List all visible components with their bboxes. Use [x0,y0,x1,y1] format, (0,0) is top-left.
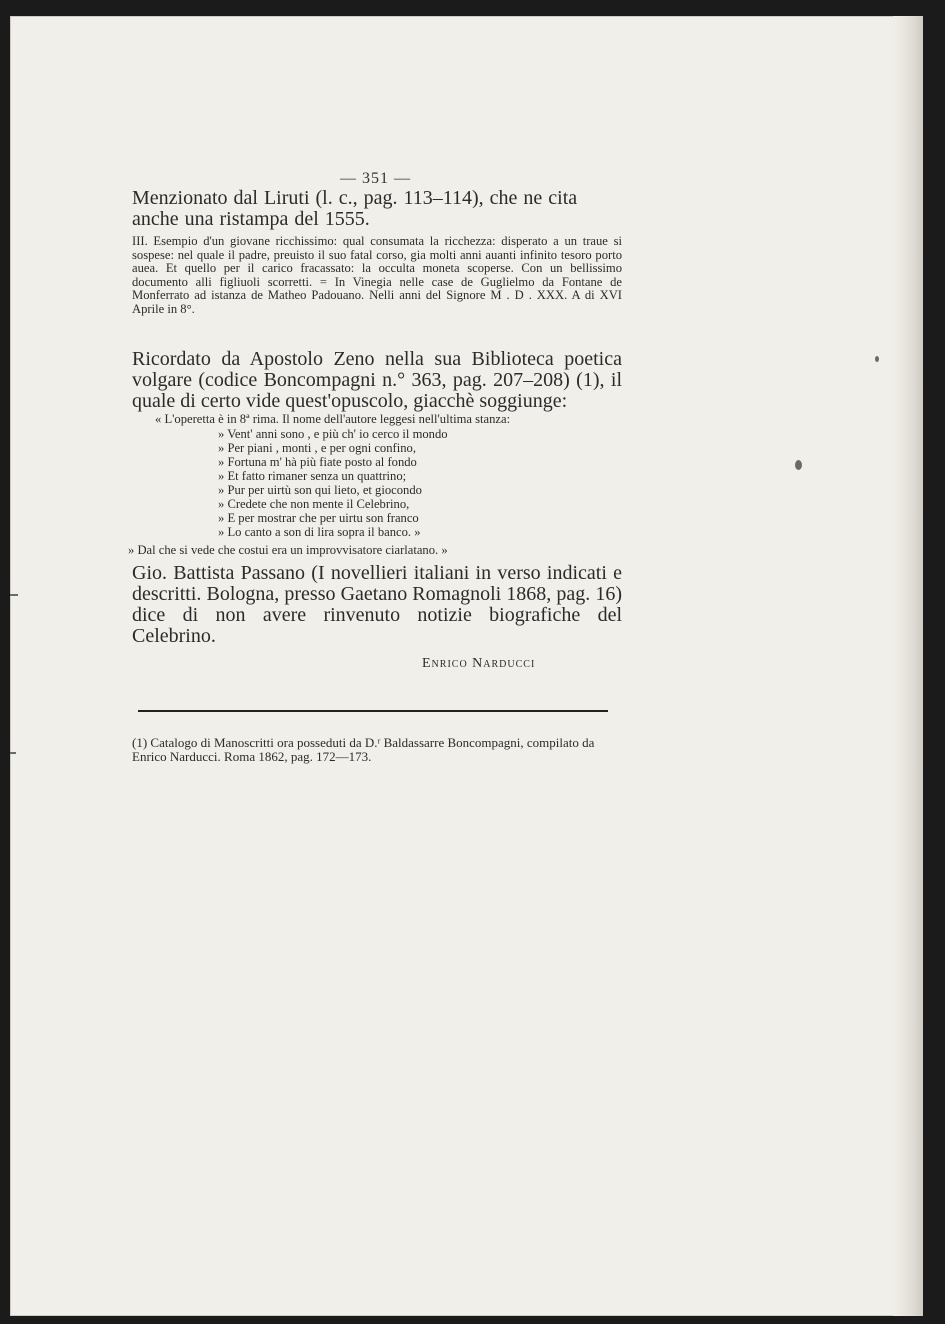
verse-line: » Vent' anni sono , e più ch' io cerco il mondo [218,427,448,441]
passano-paragraph: Gio. Battista Passano (I novellieri italiani in verso indicati e descritti. Bologna, presso Gaetano Romagnoli 1868, pag. 16) dice di non avere rinvenuto notizie biografiche del Celebrino. [132,562,622,647]
footnote-divider [138,710,608,712]
page-edge-shadow [893,16,923,1316]
verse-line: » Credete che non mente il Celebrino, [218,497,410,511]
document-page [10,16,923,1316]
margin-mark [10,594,18,596]
page-number: — 351 — [340,170,411,187]
quote-intro: « L'operetta è in 8ª rima. Il nome dell'autore leggesi nell'ultima stanza: [155,412,511,426]
margin-mark [10,752,16,754]
verse-line: » Et fatto rimaner senza un quattrino; [218,469,407,483]
footnote: (1) Catalogo di Manoscritti ora posseduti da D.ʳ Baldassarre Boncompagni, compilato da Enrico Narducci. Roma 1862, pag. 172—173. [132,735,595,764]
intro-paragraph: Menzionato dal Liruti (l. c., pag. 113–114), che ne cita anche una ristampa del 1555. [132,187,578,230]
verse-stanza [218,427,448,539]
verse-line: » E per mostrar che per uirtu son franco [218,511,419,525]
verse-line: » Lo canto a son di lira sopra il banco. » [218,525,421,539]
zeno-paragraph: Ricordato da Apostolo Zeno nella sua Biblioteca poetica volgare (codice Boncompagni n.° 363, pag. 207–208) (1), il quale di certo vide quest'opuscolo, giacchè soggiunge: [132,348,622,412]
ink-spot [795,460,802,470]
verse-line: » Pur per uirtù son qui lieto, et giocondo [218,483,422,497]
ink-spot [875,356,879,362]
verse-line: » Per piani , monti , e per ogni confino, [218,441,416,455]
entry-iii: III. Esempio d'un giovane ricchissimo: qual consumata la ricchezza: disperato a un traue si sospese: nel quale il padre, preuisto il suo fatal corso, gia molti anni auanti infinito tesoro porto auea. Et quello per il carico fracassato: la occulta moneta scoperse. Con un bellissimo documento alli figliuoli scorretti. = In Vinegia nelle case de Guglielmo da Fontane de Monferrato ad istanza de Matheo Padouano. Nelli anni del Signore M . D . XXX. A di XVI Aprile in 8°. [132,234,622,316]
author-signature: Enrico Narducci [422,656,536,671]
verse-line: » Fortuna m' hà più fiate posto al fondo [218,455,417,469]
quote-outro: » Dal che si vede che costui era un improvvisatore ciarlatano. » [128,543,448,557]
